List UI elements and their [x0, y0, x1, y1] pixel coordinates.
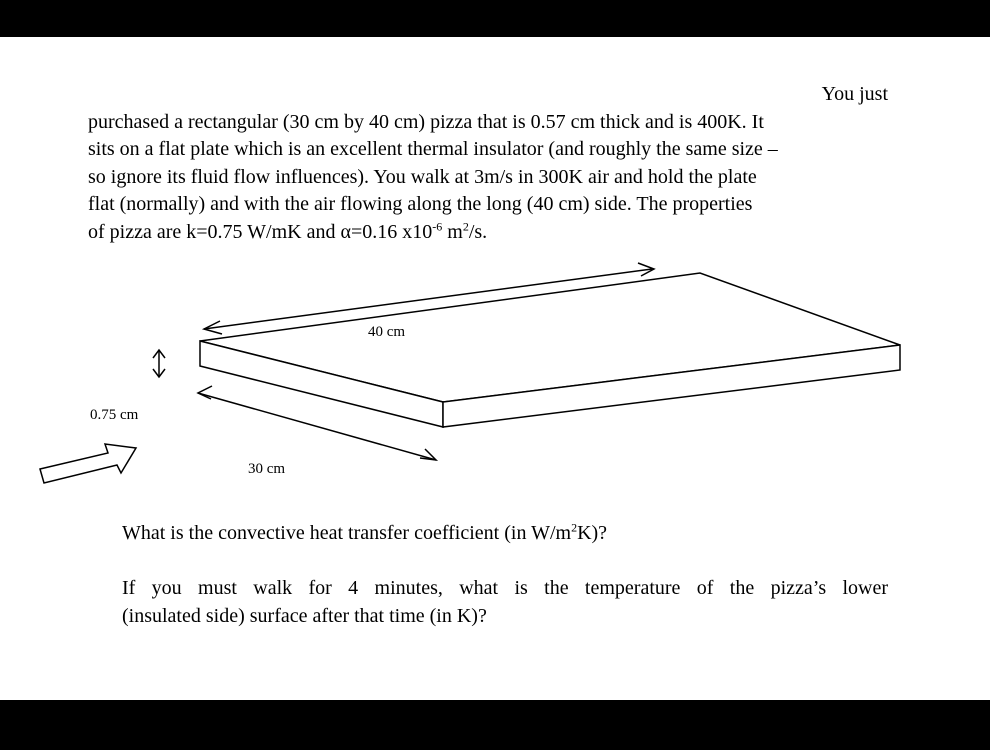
units-text: m — [442, 220, 463, 243]
exponent: -6 — [432, 218, 443, 233]
pizza-diagram — [0, 257, 990, 507]
thickness-label: 0.75 cm — [90, 407, 139, 423]
problem-statement — [88, 81, 888, 246]
properties-text: of pizza are k=0.75 W/mK and α=0.16 x10 — [88, 220, 433, 243]
problem-line: purchased a rectangular (30 cm by 40 cm) pizza that is 0.57 cm thick and is 400K. It — [88, 110, 764, 133]
question-text: K)? — [577, 522, 608, 544]
units-text: /s. — [468, 220, 488, 243]
question-line: (insulated side) surface after that time (in K)? — [122, 604, 487, 627]
problem-line: sits on a flat plate which is an excellent thermal insulator (and roughly the same size – — [88, 138, 778, 160]
length-label: 40 cm — [368, 324, 406, 340]
problem-line — [88, 219, 888, 247]
airflow-arrow — [40, 444, 136, 483]
arrowhead-right — [420, 449, 436, 460]
exponent: 2 — [462, 218, 469, 233]
problem-line: You just — [821, 83, 888, 105]
question-2 — [122, 575, 888, 630]
exponent: 2 — [571, 520, 578, 535]
problem-line: so ignore its fluid flow influences). You walk at 3m/s in 300K air and hold the plate — [88, 165, 757, 188]
width-label: 30 cm — [248, 461, 286, 477]
question-text: What is the convective heat transfer coefficient (in W/m — [122, 522, 572, 544]
document-page — [0, 37, 990, 700]
question-line: If you must walk for 4 minutes, what is the temperature of the pizza’s lower — [122, 577, 888, 599]
problem-line: flat (normally) and with the air flowing along the long (40 cm) side. The properties — [88, 193, 753, 215]
question-1 — [122, 520, 888, 548]
